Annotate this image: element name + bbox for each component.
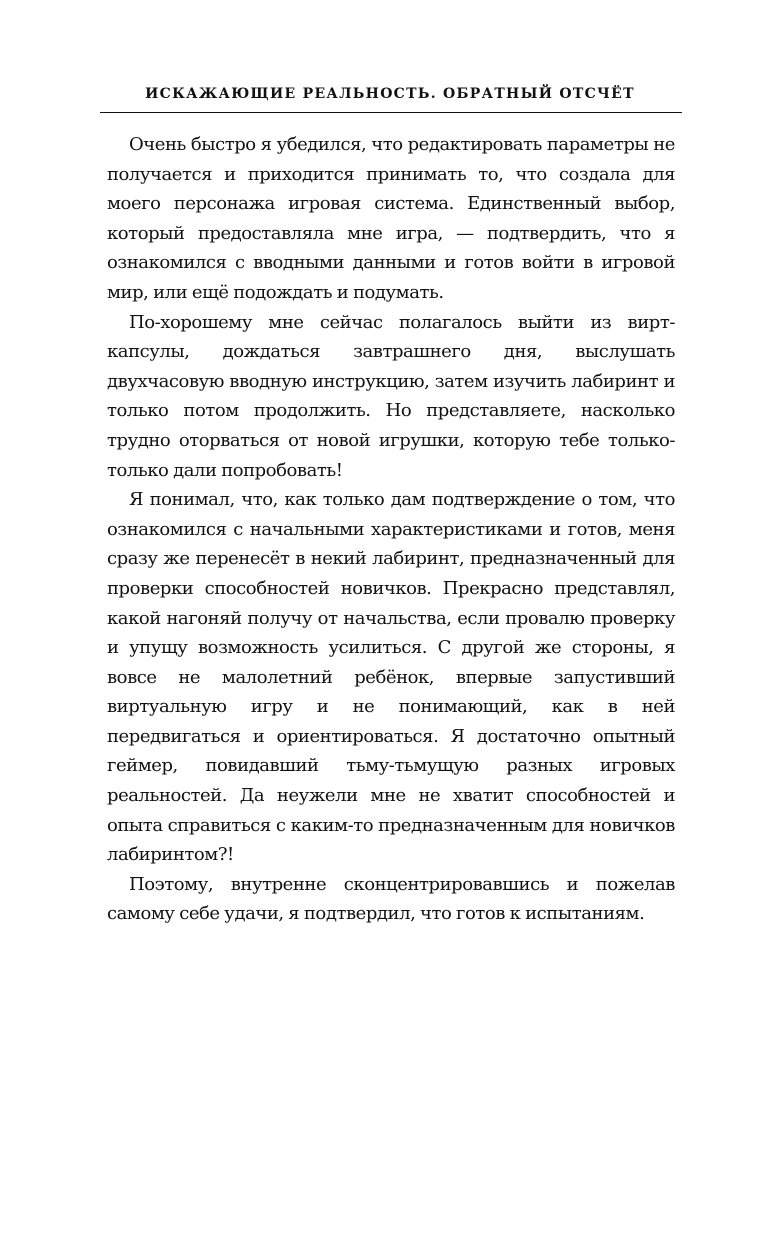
paragraph: Поэтому, внутренне сконцентрировавшись и пожелав самому себе удачи, я подтвердил, что готов к испытаниям. [107, 873, 675, 925]
paragraph: По-хорошему мне сейчас полагалось выйти из вирт-капсулы, дождаться завтрашнего дня, выслушать двухчасовую вводную инструкцию, затем изучить лабиринт и только потом продолжить. Но представляете, насколько трудно оторваться от новой игрушки, которую тебе только-только дали попробовать! [107, 311, 675, 481]
text-body [107, 130, 675, 929]
paragraph: Очень быстро я убедился, что редактировать параметры не получается и приходится принимать то, что создала для моего персонажа игровая система. Единственный выбор, который предоставляла мне игра, — подтвердить, что я ознакомился с вводными данными и готов войти в игровой мир, или ещё подождать и подумать. [107, 134, 675, 303]
header-rule [100, 112, 682, 113]
paragraph: Я понимал, что, как только дам подтверждение о том, что ознакомился с начальными характеристиками и готов, меня сразу же перенесёт в некий лабиринт, предназначенный для проверки способностей новичков. Прекрасно представлял, какой нагоняй получу от начальства, если провалю проверку и упущу возможность усилиться. С другой же стороны, я вовсе не малолетний ребёнок, впервые запустивший виртуальную игру и не понимающий, как в ней передвигаться и ориентироваться. Я достаточно опытный геймер, повидавший тьму-тьмущую разных игровых реальностей. Да неужели мне не хватит способностей и опыта справиться с каким-то предназначенным для новичков лабиринтом?! [107, 489, 675, 866]
running-head-title: ИСКАЖАЮЩИЕ РЕАЛЬНОСТЬ. ОБРАТНЫЙ ОТСЧЁТ [145, 86, 635, 102]
